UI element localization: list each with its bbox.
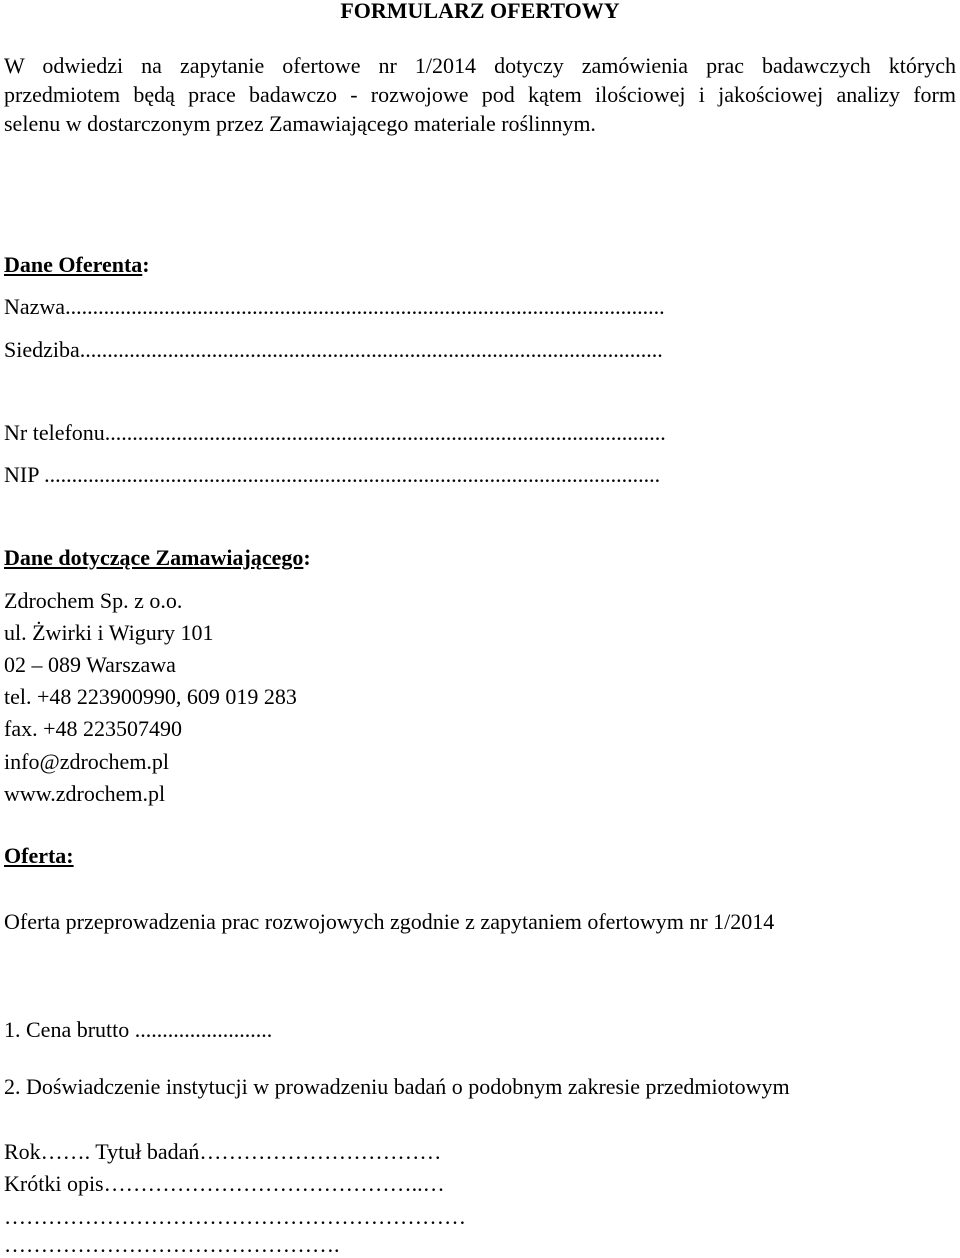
- oferent-heading-text: Dane Oferenta: [4, 252, 143, 277]
- zamawiajacy-tel: tel. +48 223900990, 609 019 283: [4, 684, 297, 709]
- siedziba-field: Siedziba..........................................................................................................: [4, 337, 663, 362]
- zamawiajacy-city: 02 – 089 Warszawa: [4, 652, 176, 677]
- rok-tytul-field: Rok……. Tytuł badań……………………………: [4, 1139, 442, 1164]
- doswiadczenie-item: 2. Doświadczenie instytucji w prowadzeniu badań o podobnym zakresie przedmiotowym: [4, 1074, 790, 1099]
- blank-line: ……………………………………….: [4, 1232, 340, 1257]
- oferent-heading: [4, 252, 150, 278]
- zamawiajacy-street: ul. Żwirki i Wigury 101: [4, 620, 214, 645]
- zamawiajacy-heading-text: Dane dotyczące Zamawiającego: [4, 545, 304, 570]
- oferent-heading-colon: :: [142, 252, 150, 277]
- zamawiajacy-fax: fax. +48 223507490: [4, 716, 182, 741]
- oferta-heading: Oferta:: [4, 843, 74, 868]
- form-title: FORMULARZ OFERTOWY: [340, 0, 620, 23]
- zamawiajacy-www: www.zdrochem.pl: [4, 781, 166, 806]
- cena-brutto-field: 1. Cena brutto .........................: [4, 1017, 273, 1042]
- zamawiajacy-heading: [4, 545, 311, 571]
- intro-paragraph: [4, 51, 956, 138]
- intro-line: selenu w dostarczonym przez Zamawiającego materiale roślinnym.: [4, 111, 596, 136]
- oferta-description: Oferta przeprowadzenia prac rozwojowych zgodnie z zapytaniem ofertowym nr 1/2014: [4, 909, 775, 934]
- zamawiajacy-name: Zdrochem Sp. z o.o.: [4, 588, 183, 613]
- blank-line: ………………………………………………………: [4, 1204, 466, 1229]
- intro-line: przedmiotem będą prace badawczo - rozwojowe pod kątem ilościowej i jakościowej analizy form: [4, 82, 956, 107]
- nazwa-field: Nazwa.............................................................................................................: [4, 294, 665, 319]
- zamawiajacy-heading-colon: :: [303, 545, 311, 570]
- intro-line: W odwiedzi na zapytanie ofertowe nr 1/2014 dotyczy zamówienia prac badawczych których: [4, 53, 956, 78]
- nip-field: NIP ................................................................................................................: [4, 462, 661, 487]
- krotki-opis-field: Krótki opis……………………………………..…: [4, 1171, 445, 1196]
- telefon-field: Nr telefonu......................................................................................................: [4, 420, 666, 445]
- zamawiajacy-email: info@zdrochem.pl: [4, 749, 170, 774]
